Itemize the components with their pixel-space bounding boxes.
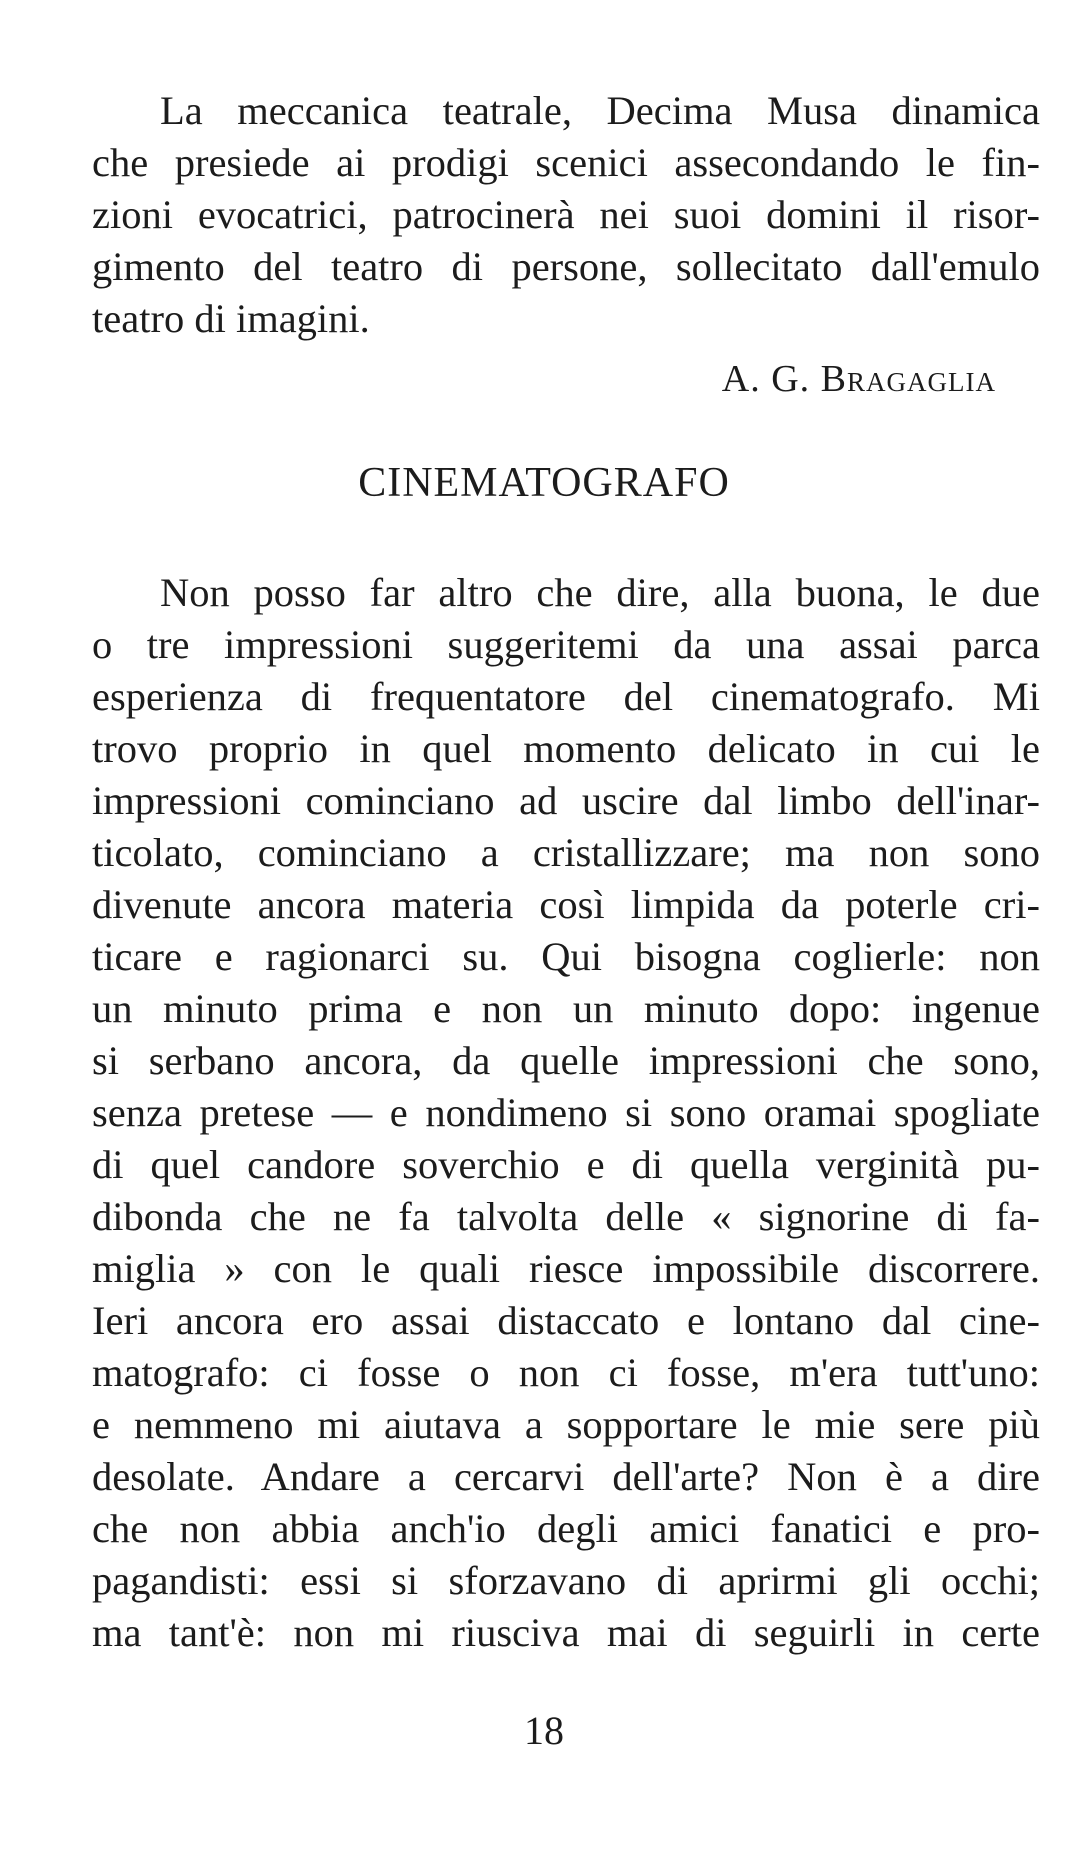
chapter-title: CINEMATOGRAFO xyxy=(358,460,730,506)
body-line: che non abbia anch'io degli amici fanatici e pro- xyxy=(92,1506,1040,1551)
body-line: e nemmeno mi aiutava a sopportare le mie sere più xyxy=(92,1402,1040,1447)
body-line: Non posso far altro che dire, alla buona, le due xyxy=(160,570,1040,615)
body-line: Ieri ancora ero assai distaccato e lontano dal cine- xyxy=(92,1298,1040,1343)
body-line: dibonda che ne fa talvolta delle « signorine di fa- xyxy=(92,1194,1040,1239)
body-line: ma tant'è: non mi riusciva mai di seguirli in certe xyxy=(92,1610,1040,1655)
body-line: un minuto prima e non un minuto dopo: ingenue xyxy=(92,986,1040,1031)
epigraph-line: La meccanica teatrale, Decima Musa dinamica xyxy=(160,88,1040,133)
body-line: esperienza di frequentatore del cinematografo. Mi xyxy=(92,674,1040,719)
epigraph-line: gimento del teatro di persone, sollecitato dall'emulo xyxy=(92,244,1040,289)
epigraph-line: che presiede ai prodigi scenici assecondando le fin- xyxy=(92,140,1040,185)
body-line: senza pretese — e nondimeno si sono oramai spogliate xyxy=(92,1090,1040,1135)
body-line: trovo proprio in quel momento delicato in cui le xyxy=(92,726,1040,771)
body-line: matografo: ci fosse o non ci fosse, m'era tutt'uno: xyxy=(92,1350,1040,1395)
body-line: divenute ancora materia così limpida da poterle cri- xyxy=(92,882,1040,927)
epigraph-line: zioni evocatrici, patrocinerà nei suoi domini il risor- xyxy=(92,192,1040,237)
body-line: ticare e ragionarci su. Qui bisogna coglierle: non xyxy=(92,934,1040,979)
page-number: 18 xyxy=(524,1708,564,1753)
body-line: desolate. Andare a cercarvi dell'arte? Non è a dire xyxy=(92,1454,1040,1499)
epigraph-line: teatro di imagini. xyxy=(92,296,370,341)
body-line: di quel candore soverchio e di quella verginità pu- xyxy=(92,1142,1040,1187)
body-line: ticolato, cominciano a cristallizzare; ma non sono xyxy=(92,830,1040,875)
body-line: o tre impressioni suggeritemi da una assai parca xyxy=(92,622,1040,667)
body-line: pagandisti: essi si sforzavano di aprirmi gli occhi; xyxy=(92,1558,1040,1603)
epigraph-author: A. G. Bragaglia xyxy=(721,358,996,400)
body-line: miglia » con le quali riesce impossibile discorrere. xyxy=(92,1246,1040,1291)
body-line: impressioni cominciano ad uscire dal limbo dell'inar- xyxy=(92,778,1040,823)
body-line: si serbano ancora, da quelle impressioni che sono, xyxy=(92,1038,1040,1083)
